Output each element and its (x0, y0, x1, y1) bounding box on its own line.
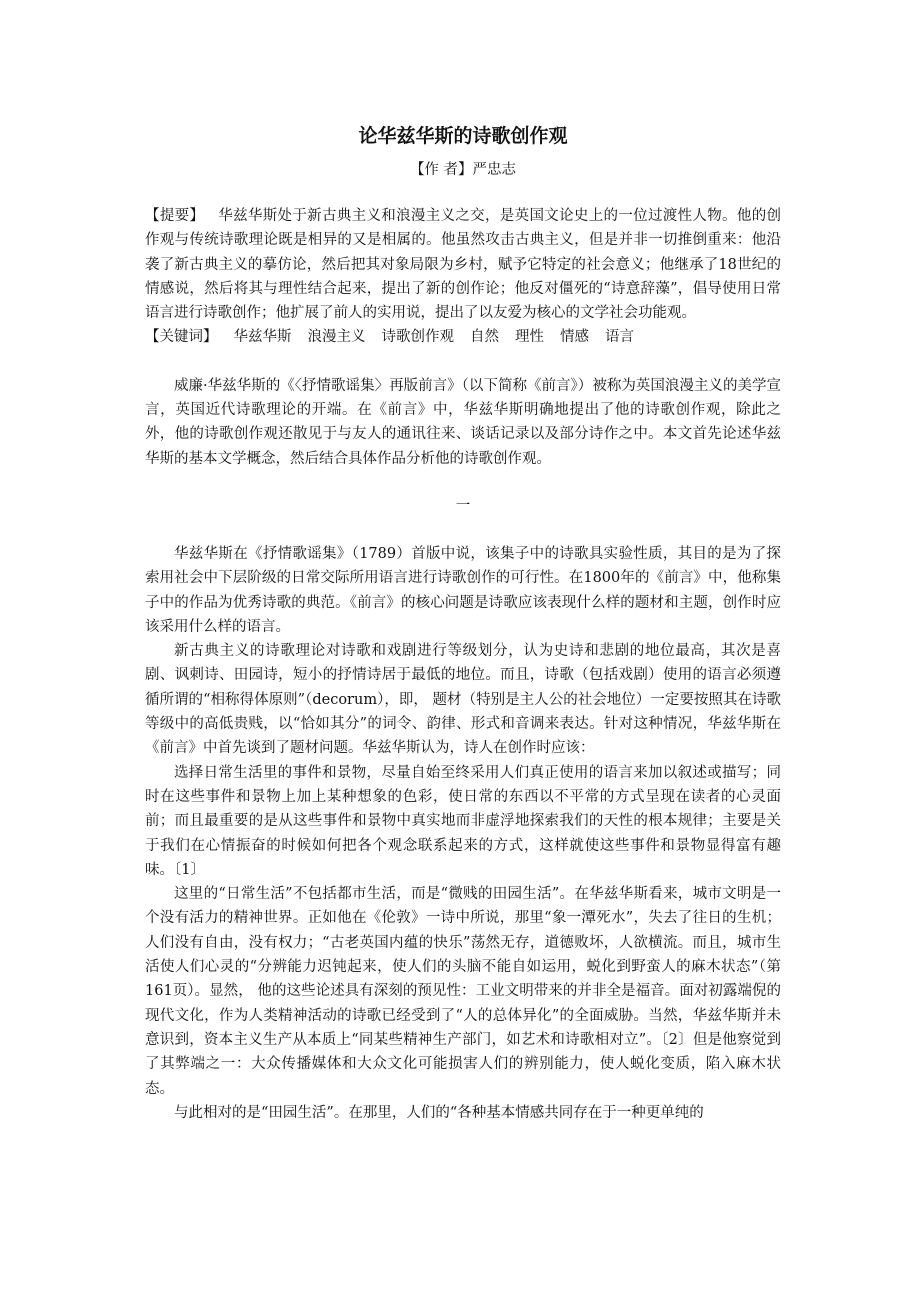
author-label: 【作 者】 (409, 162, 473, 178)
keyword: 语言 (605, 329, 634, 346)
author-name: 严忠志 (472, 162, 517, 178)
intro-paragraph: 威廉·华兹华斯的《〈抒情歌谣集〉再版前言》（以下简称《前言》）被称为英国浪漫主义的美学宣言，英国近代诗歌理论的开端。在《前言》中，华兹华斯明确地提出了他的诗歌创作观，除此之外，他的诗歌创作观还散见于与友人的通讯往来、谈话记录以及部分诗作之中。本文首先论述华兹华斯的基本文学概念，然后结合具体作品分析他的诗歌创作观。 (145, 377, 781, 467)
keyword: 华兹华斯 (233, 329, 292, 346)
abstract (145, 204, 781, 325)
article-title: 论华兹华斯的诗歌创作观 (358, 125, 568, 147)
body-paragraph: 与此相对的是“田园生活”。在那里，人们的“各种基本情感共同存在于一种更单纯的 (174, 1104, 704, 1121)
keyword: 理性 (515, 329, 544, 346)
keyword: 自然 (470, 329, 499, 346)
keyword: 诗歌创作观 (381, 329, 454, 346)
keyword: 情感 (560, 329, 589, 346)
keyword: 浪漫主义 (307, 329, 366, 346)
abstract-label: 【提要】 (145, 208, 205, 224)
body-paragraph: 新古典主义的诗歌理论对诗歌和戏剧进行等级划分，认为史诗和悲剧的地位最高，其次是喜剧、讽刺诗、田园诗，短小的抒情诗居于最低的地位。而且，诗歌（包括戏剧）使用的语言必须遵循所谓的“相称得体原则”（decorum），即， 题材（特别是主人公的社会地位）一定要按照其在诗歌等级中的高低贵贱，以“恰如其分”的词令、韵律、形式和音调来表达。针对这种情况，华兹华斯在《前言》中首先谈到了题材问题。华兹华斯认为，诗人在创作时应该： (145, 643, 781, 757)
keywords-label: 【关键词】 (145, 329, 218, 346)
document-page (145, 118, 781, 1125)
section-number: 一 (455, 497, 471, 514)
abstract-text: 华兹华斯处于新古典主义和浪漫主义之交，是英国文论史上的一位过渡性人物。他的创作观与传统诗歌理论既是相异的又是相属的。他虽然攻击古典主义，但是并非一切推倒重来：他沿袭了新古典主义的摹仿论，然后把其对象局限为乡村，赋予它特定的社会意义；他继承了18世纪的情感说，然后将其与理性结合起来，提出了新的创作论；他反对僵死的“诗意辞藻”，倡导使用日常语言进行诗歌创作；他扩展了前人的实用说，提出了以友爱为核心的文学社会功能观。 (145, 208, 782, 322)
body-paragraph: 这里的“日常生活”不包括都市生活，而是“微贱的田园生活”。在华兹华斯看来，城市文明是一个没有活力的精神世界。正如他在《伦敦》一诗中所说，那里“象一潭死水”，失去了往日的生机；人们没有自由，没有权力；“古老英国内蕴的快乐”荡然无存，道德败坏，人欲横流。而且，城市生活使人们心灵的“分辨能力迟钝起来，使人们的头脑不能自如运用，蜕化到野蛮人的麻木状态”（第161页）。显然， 他的这些论述具有深刻的预见性：工业文明带来的并非全是福音。面对初露端倪的现代文化，作为人类精神活动的诗歌已经受到了“人的总体异化”的全面威胁。当然，华兹华斯并未意识到，资本主义生产从本质上“同某些精神生产部门，如艺术和诗歌相对立”。〔2〕但是他察觉到了其弊端之一：大众传播媒体和大众文化可能损害人们的辨别能力，使人蜕化变质，陷入麻木状态。 (145, 886, 781, 1097)
body-paragraph: 华兹华斯在《抒情歌谣集》（1789）首版中说，该集子中的诗歌具实验性质，其目的是为了探索用社会中下层阶级的日常交际所用语言进行诗歌创作的可行性。在1800年的《前言》中，他称集子中的作品为优秀诗歌的典范。《前言》的核心问题是诗歌应该表现什么样的题材和主题，创作时应该采用什么样的语言。 (145, 545, 781, 635)
block-quote: 选择日常生活里的事件和景物，尽量自始至终采用人们真正使用的语言来加以叙述或描写；同时在这些事件和景物上加上某种想象的色彩，使日常的东西以不平常的方式呈现在读者的心灵面前；而且最重要的是从这些事件和景物中真实地而非虚浮地探索我们的天性的根本规律；主要是关于我们在心情振奋的时候如何把各个观念联系起来的方式，这样就使这些事件和景物显得富有趣味。〔1〕 (145, 764, 781, 878)
keywords (145, 325, 781, 349)
author-line (145, 158, 781, 182)
